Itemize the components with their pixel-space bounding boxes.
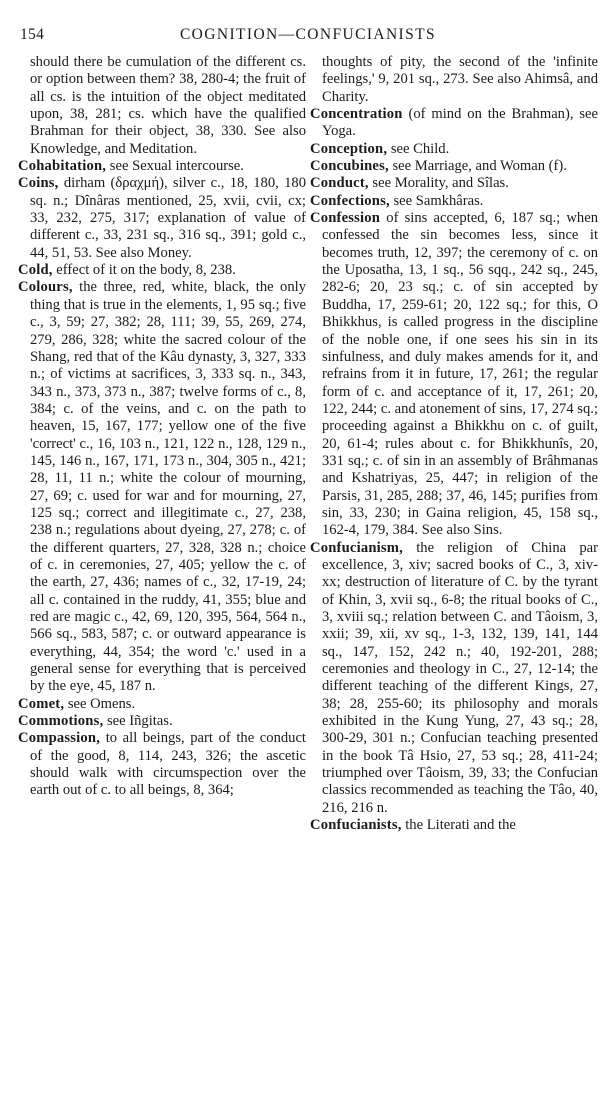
entry-headword: Conception, (310, 140, 388, 157)
right-column (310, 54, 598, 834)
entry-text: see Marriage, and Woman (f). (388, 158, 567, 175)
page-header (18, 26, 598, 48)
entry-text: thoughts of pity, the second of the 'infinite feelings,' 9, 201 sq., 273. See also Ahimsâ, and Charity. (322, 54, 598, 105)
page-number: 154 (20, 26, 45, 43)
entry-text: (of mind on the Brahman), see Yoga. (322, 106, 598, 140)
entry-text: see Samkhâras. (389, 192, 484, 209)
entry-headword: Confucianism, (310, 539, 404, 556)
index-entry (310, 158, 598, 175)
entry-headword: Cold, (18, 262, 53, 279)
entry-headword: Colours, (18, 279, 73, 296)
entry-headword: Comet, (18, 695, 65, 712)
entry-text: see Iñgitas. (103, 713, 173, 730)
entry-headword: Coins, (18, 175, 59, 192)
entry-headword: Confucianists, (310, 817, 402, 834)
entry-headword: Concubines, (310, 158, 389, 175)
entry-text: see Omens. (64, 695, 136, 712)
entry-text: the religion of China par excellence, 3, xiv; sacred books of C., 3, xiv-xx; destruction of literature of C. by the tyrant of Khin, 3, xvii sq., 6-8; the ritual books of C., 3, xviii sq.; relation between C. and Tâoism, 3, xxii; 39, xii, xv sq., 1-3, 132, 139, 141, 144 sq., 147, 152, 242 n.; 40, 192-201, 288; ceremonies and theology in C., 27, 12-14; the different teaching of the different Kings, 27, 38; 28, 255-60; its philosophy and morals exhibited in the Kung Yung, 27, 43 sq.; 28, 300-29, 301 n.; Confucian teaching presented in the book Tâ Hsio, 27, 53 sq.; 28, 411-24; triumphed over Tâoism, 39, 33; the Confucian classics recommended as teaching the Tâo, 40, 216, 216 n. (322, 539, 598, 816)
index-entry (310, 193, 598, 210)
index-entry (310, 106, 598, 141)
entry-headword: Cohabitation, (18, 158, 107, 175)
entry-text: effect of it on the body, 8, 238. (52, 262, 236, 279)
index-entry (18, 54, 306, 158)
entry-headword: Concentration (310, 106, 403, 123)
index-columns (18, 54, 598, 834)
index-entry (310, 817, 598, 834)
index-entry (18, 713, 306, 730)
index-entry (18, 696, 306, 713)
running-head: COGNITION—CONFUCIANISTS (179, 26, 437, 43)
index-entry (18, 279, 306, 695)
entry-text: see Morality, and Sîlas. (368, 175, 509, 192)
index-entry (310, 141, 598, 158)
entry-headword: Confession (310, 210, 381, 227)
entry-headword: Commotions, (18, 713, 104, 730)
entry-headword: Compassion, (18, 730, 101, 747)
index-entry (18, 175, 306, 262)
index-entry (18, 262, 306, 279)
index-entry (310, 54, 598, 106)
entry-text: see Sexual intercourse. (106, 158, 244, 175)
index-entry (310, 540, 598, 818)
index-entry (18, 158, 306, 175)
entry-text: the Literati and the (401, 817, 516, 834)
entry-headword: Confections, (310, 192, 390, 209)
entry-headword: Conduct, (310, 175, 369, 192)
index-entry (310, 175, 598, 192)
entry-text: should there be cumulation of the different cs. or option between them? 38, 280-4; the fruit of all cs. is the intuition of the object meditated upon, 38, 281; cs. which have the qualified Brahman for their object, 38, 330. See also Knowledge, and Meditation. (30, 54, 306, 157)
entry-text: see Child. (387, 140, 450, 157)
entry-text: the three, red, white, black, the only thing that is true in the elements, 1, 95 sq.; five c., 3, 59; 27, 382; 28, 111; 39, 55, 269, 274, 279, 286, 328; white the sacred colour of the Shang, red that of the Kâu dynasty, 3, 327, 333 n.; of victims at sacrifices, 3, 333 sq. n., 343, 343 n., 373, 373 n., 387; twelve forms of c., 8, 384; c. of the veins, and c. on the path to heaven, 15, 167, 177; yellow one of the five 'correct' c., 16, 103 n., 121, 122 n., 128, 129 n., 145, 146 n., 167, 171, 173 n., 304, 305 n., 421; 28, 11, 11 n.; white the colour of mourning, 27, 69; c. used for war and for mourning, 27, 125 sq.; correct and illegitimate c., 27, 238, 238 n.; regulations about dyeing, 27, 278; c. of the different quarters, 27, 328, 328 n.; choice of c. in ceremonies, 27, 405; yellow the c. of the earth, 27, 436; names of c., 32, 17-19, 24; all c. contained in the ruddy, 41, 355; blue and red are magic c., 42, 69, 120, 395, 564, 564 n., 566 sq., 583, 587; c. or outward appearance is everything, 44, 354; the word 'c.' used in a general sense for everything that is perceived by the eye, 45, 187 n. (30, 279, 306, 695)
entry-text: of sins accepted, 6, 187 sq.; when confessed the sin becomes less, since it becomes truth, 12, 397; the ceremony of c. on the Uposatha, 13, 1 sq., 56 sqq., 242 sq., 245, 282-6; 20, 23 sq.; c. of sin accepted by Buddha, 17, 259-61; 20, 122 sq.; for this, O Bhikkhus, is called progress in the discipline of the noble one, if one sees his sin in its sinfulness, and duly makes amends for it, and refrains from it in future, 17, 261; the regular form of c. and acceptance of it, 17, 261; 20, 122, 244; c. and atonement of sins, 17, 274 sq.; proceeding against a Bhikkhu on c. of guilt, 20, 61-4; rules about c. for Bhikkhunîs, 20, 331 sq.; c. of sin in an assembly of Brâhmanas and Kshatriyas, 25, 447; in religion of the Parsis, 31, 285, 288; 37, 46, 145; purifies from sin, 33, 230; in Gaina religion, 45, 158 sq., 162-4, 179, 384. See also Sins. (322, 210, 598, 539)
index-entry (18, 730, 306, 799)
left-column (18, 54, 306, 834)
entry-text: to all beings, part of the conduct of the good, 8, 114, 243, 326; the ascetic should walk with circumspection over the earth out of c. to all beings, 8, 364; (30, 730, 306, 799)
entry-text: dirham (δραχμή), silver c., 18, 180, 180 sq. n.; Dînâras mentioned, 25, xvii, cvii, cx; 33, 232, 275, 317; explanation of value of different c., 33, 231 sq., 316 sq., 391; gold c., 44, 51, 53. See also Money. (30, 175, 306, 261)
index-entry (310, 210, 598, 540)
